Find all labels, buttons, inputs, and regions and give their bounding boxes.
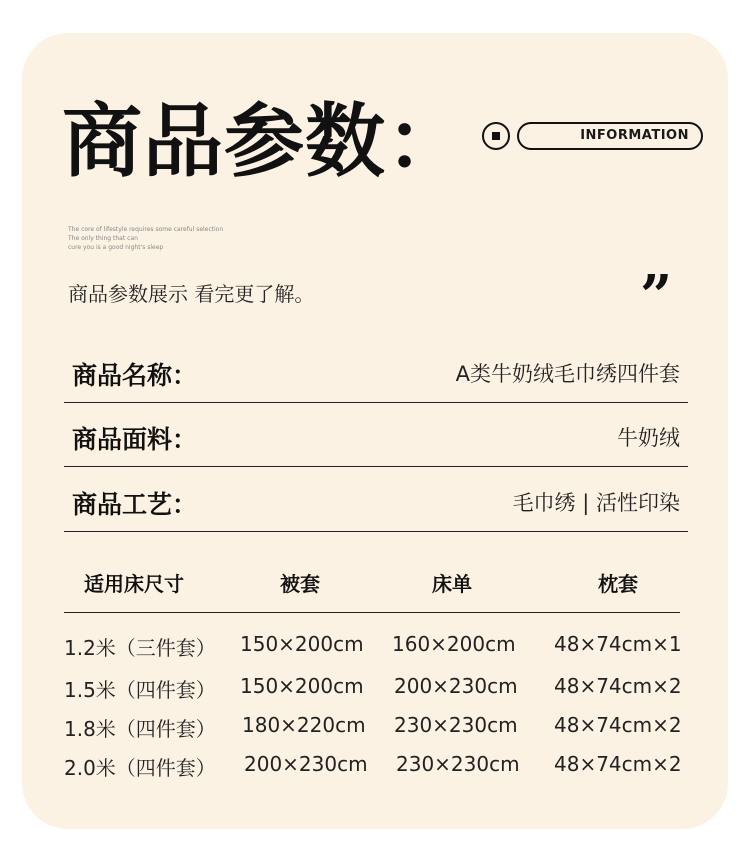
table-cell: 1.5米（四件套） [64,678,216,702]
table-row [64,632,704,672]
param-label: 商品工艺： [72,490,198,519]
column-header: 被套 [280,572,320,596]
table-row [64,713,704,753]
table-cell: 48×74cm×2 [554,674,682,698]
column-header: 适用床尺寸 [84,572,184,596]
table-cell: 180×220cm [242,713,366,737]
table-cell: 1.8米（四件套） [64,717,216,741]
param-row-craft [64,477,688,532]
tagline [68,225,223,252]
param-label: 商品面料： [72,425,198,454]
table-cell: 150×200cm [240,674,364,698]
tagline-line: The core of lifestyle requires some careful selection [68,226,224,233]
page-title: 商品参数： [62,95,467,188]
tagline-line: The only thing that can [68,235,138,242]
table-row [64,752,704,792]
param-row-name [64,348,688,403]
param-value: A类牛奶绒毛巾绣四件套 [455,362,680,386]
param-value: 牛奶绒 [617,426,680,450]
table-cell: 160×200cm [392,632,516,656]
table-cell: 230×230cm [396,752,520,776]
param-row-fabric [64,412,688,467]
table-cell: 48×74cm×2 [554,713,682,737]
quote-mark-icon: ” [640,263,673,329]
table-cell: 48×74cm×2 [554,752,682,776]
table-row [64,674,704,714]
param-label: 商品名称： [72,361,198,390]
table-cell: 200×230cm [394,674,518,698]
column-header: 床单 [432,572,472,596]
table-cell: 230×230cm [394,713,518,737]
subtitle: 商品参数展示 看完更了解。 [68,282,315,306]
size-table-header [64,560,680,613]
table-cell: 200×230cm [244,752,368,776]
table-cell: 48×74cm×1 [554,632,682,656]
table-cell: 150×200cm [240,632,364,656]
information-pill [517,122,703,150]
param-value: 毛巾绣 | 活性印染 [512,491,680,515]
tagline-line: cure you is a good night's sleep [68,244,164,251]
table-cell: 1.2米（三件套） [64,636,216,660]
table-cell: 2.0米（四件套） [64,756,216,780]
information-label: INFORMATION [580,128,689,143]
square-dot-icon [482,122,510,150]
column-header: 枕套 [598,572,638,596]
